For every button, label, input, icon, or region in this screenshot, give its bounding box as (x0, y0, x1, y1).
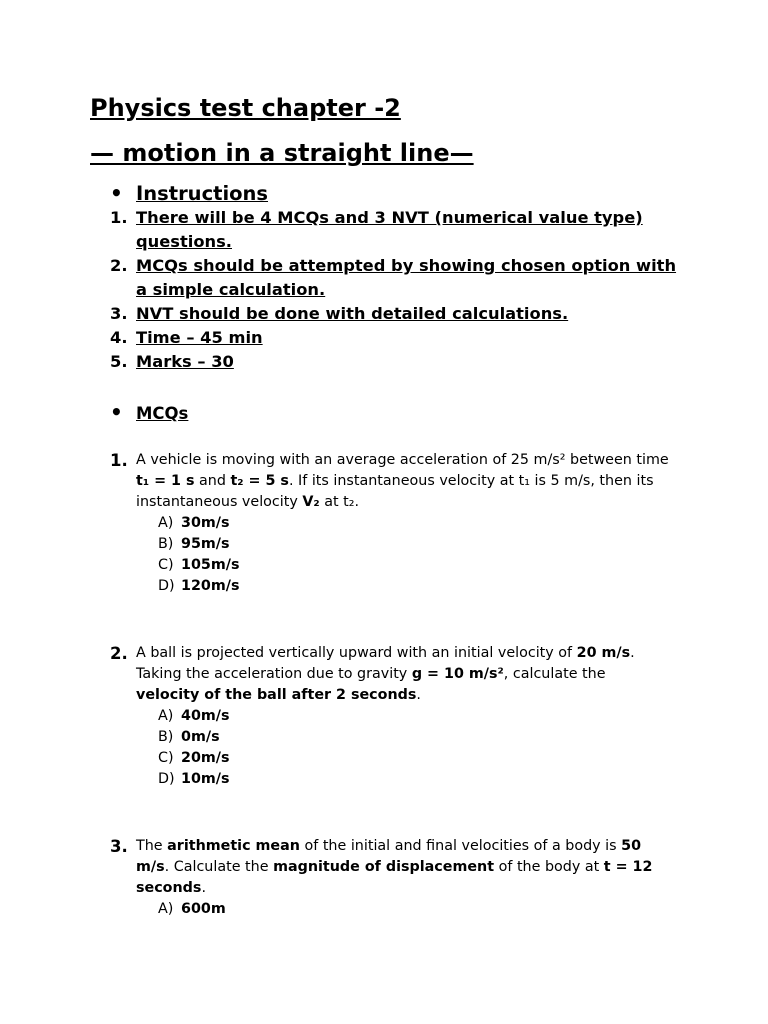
mcq-heading: MCQs (136, 404, 189, 423)
option-letter: C) (158, 557, 174, 573)
instruction-number: 2. (110, 256, 128, 275)
question-2 (110, 643, 670, 790)
instruction-text: NVT should be done with detailed calculations. (136, 304, 569, 323)
instructions-heading: Instructions (136, 182, 269, 205)
question-text-run: A ball is projected vertically upward with an initial velocity of (136, 645, 577, 661)
option-letter: C) (158, 750, 174, 766)
option-letter: D) (158, 771, 175, 787)
question-text-bold: 50 m/s (136, 838, 642, 875)
question-text-run: . Taking the acceleration due to gravity (136, 645, 635, 682)
option-item (158, 513, 670, 534)
question-text-bold: arithmetic mean (167, 838, 300, 854)
instruction-text: There will be 4 MCQs and 3 NVT (numerical value type) questions. (136, 208, 643, 251)
question-text (136, 450, 670, 513)
instruction-number: 3. (110, 304, 128, 323)
mcq-heading-row (110, 400, 188, 424)
question-text-bold: g = 10 m/s² (411, 666, 504, 682)
question-3 (110, 836, 670, 920)
instruction-number: 1. (110, 208, 128, 227)
option-value: 10m/s (181, 771, 230, 787)
option-value: 600m (181, 901, 226, 917)
question-text-run: of the initial and final velocities of a body is (299, 838, 622, 854)
question-text-run: of the body at (494, 859, 604, 875)
bullet-icon: • (110, 400, 123, 424)
instruction-number: 5. (110, 352, 128, 371)
question-text-run: A vehicle is moving with an average acceleration of 25 m/s² between time (136, 452, 669, 468)
option-value: 20m/s (181, 750, 230, 766)
page-title: Physics test chapter -2 (90, 94, 401, 122)
question-text (136, 836, 670, 899)
option-letter: B) (158, 536, 174, 552)
question-text-bold: t₁ = 1 s (136, 473, 195, 489)
question-text-run: The (136, 838, 168, 854)
option-value: 120m/s (181, 578, 240, 594)
question-text-bold: V₂ (302, 494, 320, 510)
option-letter: A) (158, 708, 174, 724)
option-value: 40m/s (181, 708, 230, 724)
option-value: 0m/s (181, 729, 220, 745)
instruction-text: MCQs should be attempted by showing chosen option with a simple calculation. (136, 256, 677, 299)
options-list (158, 706, 670, 790)
bullet-icon: • (110, 181, 123, 205)
question-text (136, 643, 670, 706)
option-item (158, 534, 670, 555)
option-letter: A) (158, 515, 174, 531)
instruction-item (110, 254, 690, 302)
instructions-heading-row (110, 181, 268, 205)
option-value: 95m/s (181, 536, 230, 552)
option-item (158, 727, 670, 748)
question-text-bold: velocity of the ball after 2 seconds (136, 687, 417, 703)
question-text-run: . If its instantaneous velocity at t₁ is 5 m/s, then its instantaneous velocity (136, 473, 654, 510)
question-number: 2. (110, 644, 128, 663)
option-item (158, 706, 670, 727)
question-text-run: . (416, 687, 421, 703)
question-1 (110, 450, 670, 597)
instruction-item (110, 326, 690, 350)
question-text-run: . (201, 880, 206, 896)
option-letter: B) (158, 729, 174, 745)
options-list (158, 513, 670, 597)
option-item (158, 555, 670, 576)
option-item (158, 769, 670, 790)
question-text-bold: t = 12 seconds (136, 859, 653, 896)
question-text-bold: magnitude of displacement (273, 859, 495, 875)
question-text-run: at t₂. (319, 494, 360, 510)
question-number: 1. (110, 451, 128, 470)
instruction-item (110, 302, 690, 326)
instructions-list (110, 206, 690, 374)
option-value: 105m/s (181, 557, 240, 573)
options-list (158, 899, 670, 920)
question-text-run: . Calculate the (164, 859, 274, 875)
instruction-number: 4. (110, 328, 128, 347)
option-value: 30m/s (181, 515, 230, 531)
page-subtitle: — motion in a straight line— (90, 139, 474, 167)
question-number: 3. (110, 837, 128, 856)
question-text-bold: t₂ = 5 s (230, 473, 289, 489)
question-text-run: , calculate the (503, 666, 606, 682)
option-item (158, 748, 670, 769)
option-letter: D) (158, 578, 175, 594)
option-item (158, 576, 670, 597)
instruction-text: Time – 45 min (136, 328, 263, 347)
instruction-item (110, 350, 690, 374)
instruction-text: Marks – 30 (136, 352, 234, 371)
option-item (158, 899, 670, 920)
question-text-run: and (194, 473, 231, 489)
instruction-item (110, 206, 690, 254)
option-letter: A) (158, 901, 174, 917)
question-text-bold: 20 m/s (576, 645, 631, 661)
